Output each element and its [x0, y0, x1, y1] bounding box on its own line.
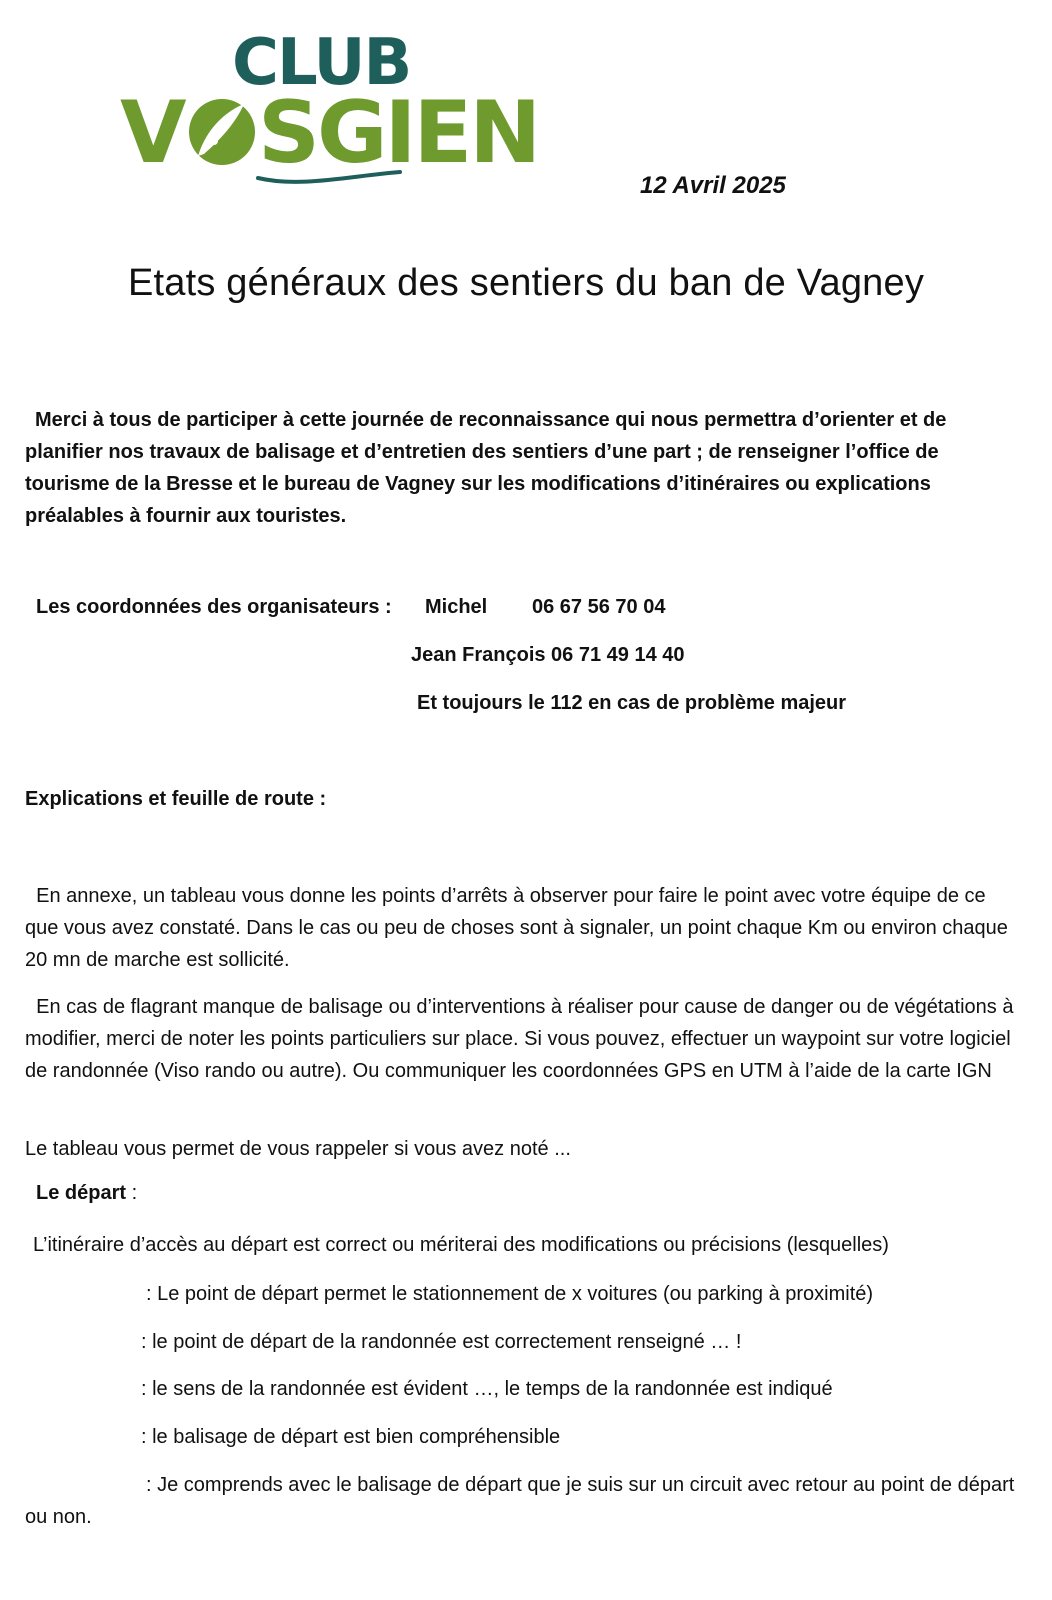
- leaf-o-icon: [189, 99, 255, 165]
- logo-letter-v: V: [120, 83, 187, 183]
- document-title: Etats généraux des sentiers du ban de Vagney: [127, 262, 925, 304]
- contact-jean-francois: Jean François 06 71 49 14 40: [411, 644, 685, 666]
- emergency-note: Et toujours le 112 en cas de problème majeur: [417, 692, 847, 714]
- depart-item: L’itinéraire d’accès au départ est correct ou mériterai des modifications ou précisions (lesquelles): [33, 1234, 889, 1256]
- explications-paragraph-3: Le tableau vous permet de vous rappeler si vous avez noté ...: [25, 1138, 571, 1160]
- explications-p2-text: En cas de flagrant manque de balisage ou d’interventions à réaliser pour cause de danger ou de végétations à modifier, merci de noter les points particuliers sur place. Si vous pouvez, effectuer un waypoint sur votre logiciel de randonnée (Viso rando ou autre). Ou communiquer les coordonnées GPS en UTM à l’aide de la carte IGN: [25, 996, 1014, 1082]
- explications-p1-text: En annexe, un tableau vous donne les points d’arrêts à observer pour faire le point avec votre équipe de ce que vous avez constaté. Dans le cas ou peu de choses sont à signaler, un point chaque Km ou environ chaque 20 mn de marche est sollicité.: [25, 885, 1008, 971]
- explications-paragraph-1: [25, 880, 1015, 976]
- logo-letters-sgien: SGIEN: [258, 83, 539, 183]
- logo-line-club: CLUB: [232, 26, 411, 100]
- depart-heading-colon: :: [126, 1182, 138, 1204]
- depart-item: : le point de départ de la randonnée est correctement renseigné … !: [141, 1331, 742, 1353]
- club-vosgien-logo: [120, 26, 540, 196]
- document-date: 12 Avril 2025: [640, 172, 786, 199]
- depart-item: : Le point de départ permet le stationnement de x voitures (ou parking à proximité): [146, 1283, 874, 1305]
- depart-item: : le sens de la randonnée est évident …, le temps de la randonnée est indiqué: [141, 1378, 833, 1400]
- contact-phone-michel: 06 67 56 70 04: [532, 596, 666, 618]
- depart-item: : le balisage de départ est bien compréhensible: [141, 1426, 561, 1448]
- intro-paragraph: [25, 404, 1015, 532]
- intro-text: Merci à tous de participer à cette journée de reconnaissance qui nous permettra d’orienter et de planifier nos travaux de balisage et d’entretien des sentiers d’une part ; de renseigner l’office de tourisme de la Bresse et le bureau de Vagney sur les modifications d’itinéraires ou explications préalables à fournir aux touristes.: [25, 409, 947, 527]
- explications-paragraph-2: [25, 991, 1015, 1087]
- depart-heading: [36, 1182, 137, 1205]
- depart-heading-label: Le départ: [36, 1182, 127, 1204]
- depart-item: : Je comprends avec le balisage de départ que je suis sur un circuit avec retour au point de départ ou non.: [25, 1474, 1015, 1528]
- contacts-label: Les coordonnées des organisateurs :: [36, 596, 392, 618]
- explications-heading: Explications et feuille de route :: [25, 788, 327, 810]
- contact-name-michel: Michel: [425, 596, 488, 618]
